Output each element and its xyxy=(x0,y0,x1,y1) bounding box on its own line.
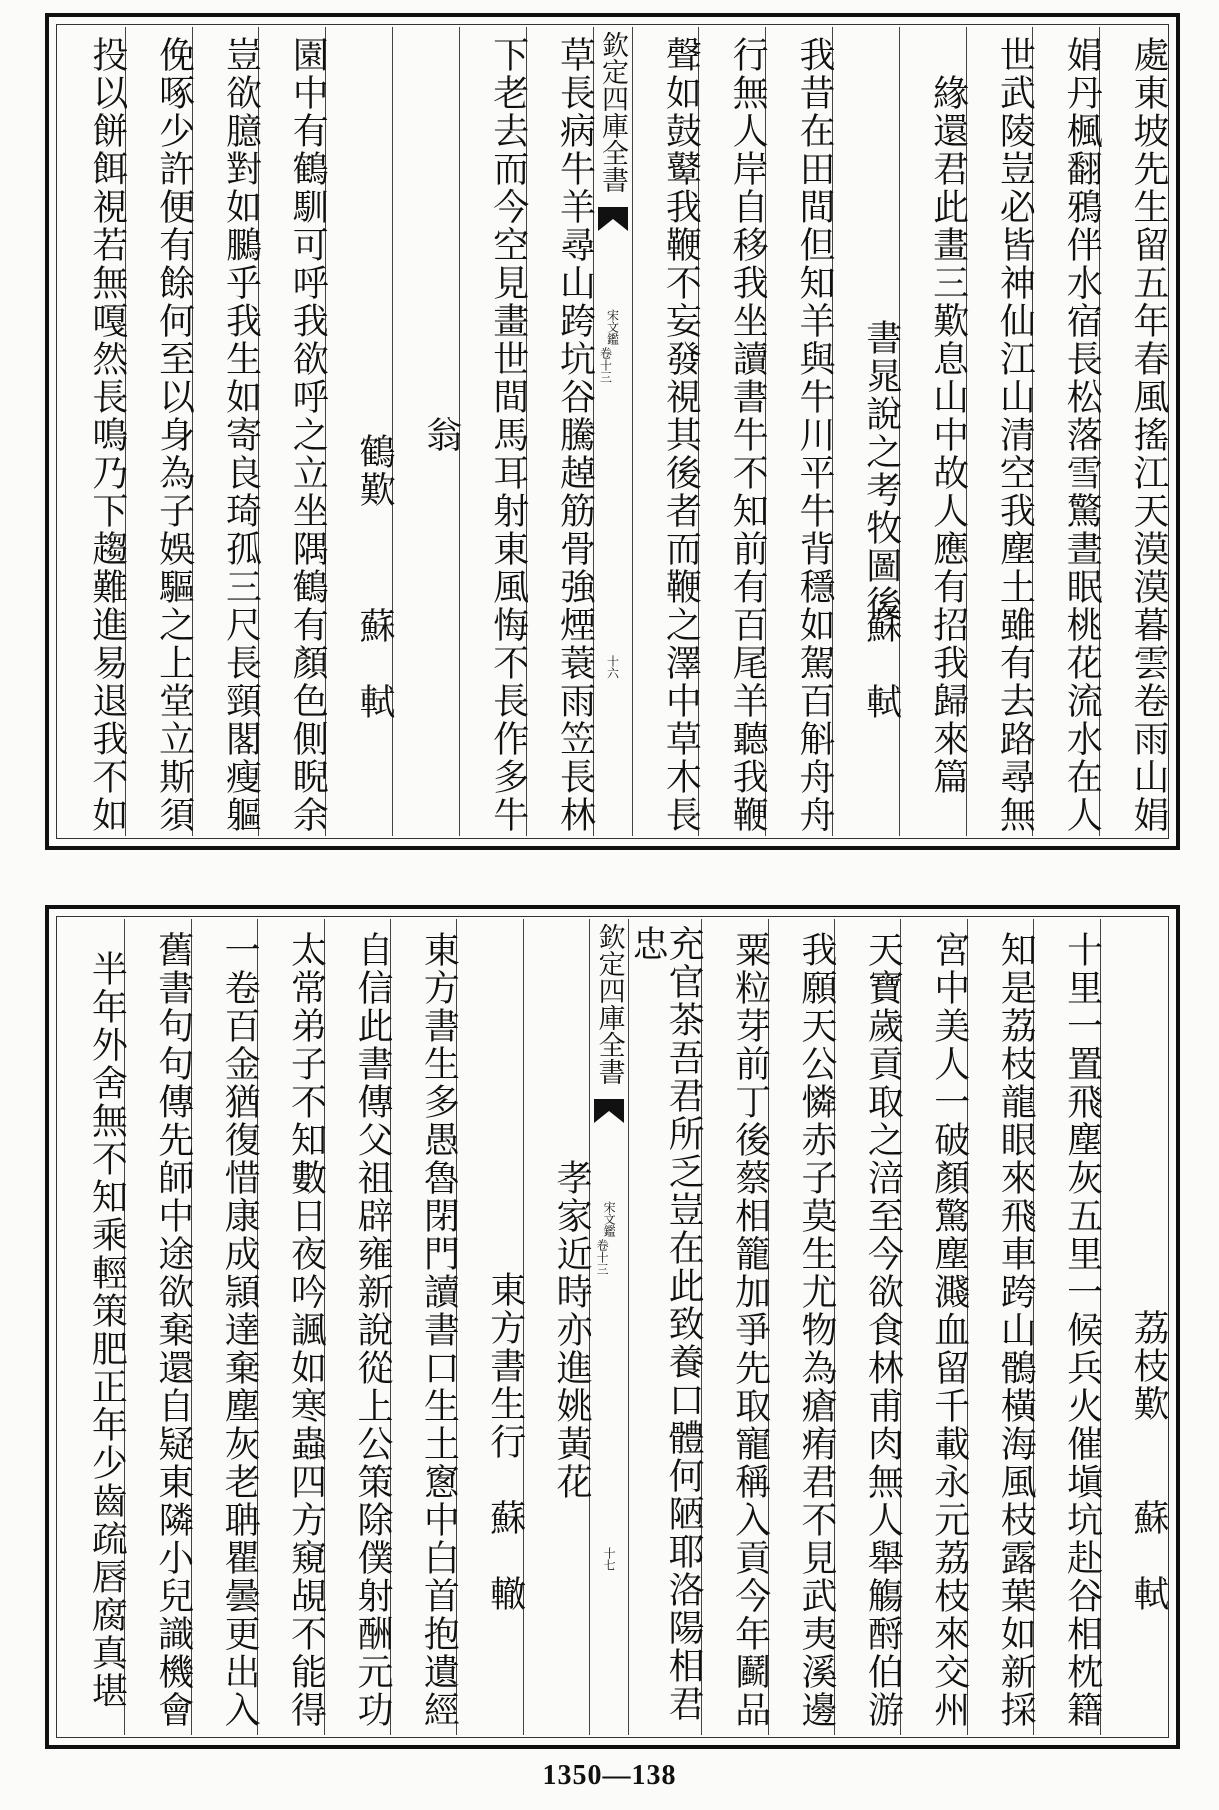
text-column: 孝家近時亦進姚黃花 xyxy=(523,919,589,1735)
text-column: 草長病牛羊尋山跨坑谷騰趠筋骨強煙蓑雨笠長林 xyxy=(526,27,593,836)
text-column: 一卷百金猶復惜康成頴達棄塵灰老聃瞿曇更出入 xyxy=(191,919,257,1735)
text-column: 天寶歲貢取之涪至今欲食林甫肉無人舉觴酹伯游 xyxy=(834,919,900,1735)
text-column: 聲如鼓鼙我鞭不妄發視其後者而鞭之澤中草木長 xyxy=(632,27,699,836)
poem-title-column xyxy=(832,27,902,836)
text-column: 東方書生多愚魯閉門讀書口生土窻中白首抱遺經 xyxy=(390,919,456,1735)
fishtail-ornament-icon xyxy=(598,203,628,233)
poem-title: 荔枝歎 xyxy=(1128,1309,1169,1423)
text-column: 娟丹楓翻鴉伴水宿長松落雪驚晝眠桃花流水在人 xyxy=(1032,27,1099,836)
text-column: 處東坡先生留五年春風搖江天漠漠暮雲卷雨山娟 xyxy=(1099,27,1166,836)
gutter-leaf: 十六 xyxy=(605,655,620,679)
poem-author: 蘇 軾 xyxy=(860,607,902,721)
text-column: 世武陵豈必皆神仙江山清空我塵土雖有去路尋無 xyxy=(966,27,1033,836)
fishtail-ornament-icon xyxy=(594,1095,624,1125)
text-column: 粟粒芽前丁後蔡相籠加爭先取寵稱入貢今年鬬品 xyxy=(701,919,767,1735)
text-column: 自信此書傳父祖辟雍新說從上公策除僕射酬元功 xyxy=(324,919,390,1735)
center-gutter xyxy=(589,919,628,1735)
text-column: 充官茶吾君所乏豈在此致養口體何陋耶洛陽相君忠 xyxy=(628,919,701,1735)
gutter-title: 欽定四庫全書 xyxy=(597,31,628,193)
text-column: 宮中美人一破顏驚塵濺血留千載永元荔枝來交州 xyxy=(900,919,966,1735)
poem-title-column xyxy=(325,27,396,836)
text-column: 豈欲臆對如鵩乎我生如寄良琦孤三尺長頸閣瘦軀 xyxy=(192,27,259,836)
center-gutter xyxy=(593,27,632,836)
text-column: 我願天公憐赤子莫生尤物為瘡痏君不見武夷溪邊 xyxy=(768,919,834,1735)
poem-author: 蘇 軾 xyxy=(354,607,396,721)
poem-title: 鶴歎 xyxy=(354,432,396,509)
text-column: 俛啄少許便有餘何至以身為子娛驅之上堂立斯須 xyxy=(125,27,192,836)
text-column: 半年外舍無不知乘輕策肥正年少齒疏唇腐真堪 xyxy=(86,950,128,1710)
text-column: 知是荔枝龍眼來飛車跨山鶻橫海風枝露葉如新採 xyxy=(967,919,1033,1735)
poem-author: 蘇 轍 xyxy=(484,1499,526,1613)
upper-page xyxy=(45,13,1180,850)
gutter-title: 欽定四庫全書 xyxy=(593,923,625,1085)
poem-author: 蘇 軾 xyxy=(1128,1499,1169,1613)
text-column: 投以餅餌視若無嘎然長鳴乃下趨難進易退我不如 xyxy=(86,35,128,834)
text-column: 下老去而今空見畫世間馬耳射東風悔不長作多牛 xyxy=(459,27,526,836)
lower-page xyxy=(45,905,1180,1749)
poem-title-column xyxy=(1100,919,1169,1735)
gutter-volume: 卷十三 xyxy=(598,347,613,383)
poem-title-column xyxy=(456,919,526,1735)
upper-page-columns xyxy=(59,27,1169,836)
gutter-volume: 卷十三 xyxy=(595,1239,610,1275)
text-column: 翁 xyxy=(392,27,459,836)
gutter-book: 宋文鑑 xyxy=(602,1201,617,1237)
text-column: 太常弟子不知數日夜吟諷如寒蟲四方窺覘不能得 xyxy=(257,919,323,1735)
poem-title: 東方書生行 xyxy=(484,1271,526,1461)
text-column: 十里一置飛塵灰五里一候兵火催塡坑赴谷相枕籍 xyxy=(1033,919,1099,1735)
gutter-leaf: 十七 xyxy=(602,1547,617,1571)
page-number: 1350—138 xyxy=(542,1760,677,1791)
lower-page-columns xyxy=(59,919,1169,1735)
gutter-book: 宋文鑑 xyxy=(605,309,620,345)
text-column: 園中有鶴馴可呼我欲呼之立坐隅鶴有顏色側睨余 xyxy=(258,27,325,836)
text-column: 緣還君此畫三歎息山中故人應有招我歸來篇 xyxy=(899,27,966,836)
text-column: 我昔在田間但知羊與牛川平牛背穩如駕百斛舟舟 xyxy=(765,27,832,836)
poem-title: 書晁說之考牧圖後 xyxy=(860,318,902,623)
text-column: 舊書句句傳先師中途欲棄還自疑東隣小兒識機會 xyxy=(124,919,190,1735)
text-column: 行無人岸自移我坐讀書牛不知前有百尾羊聽我鞭 xyxy=(698,27,765,836)
